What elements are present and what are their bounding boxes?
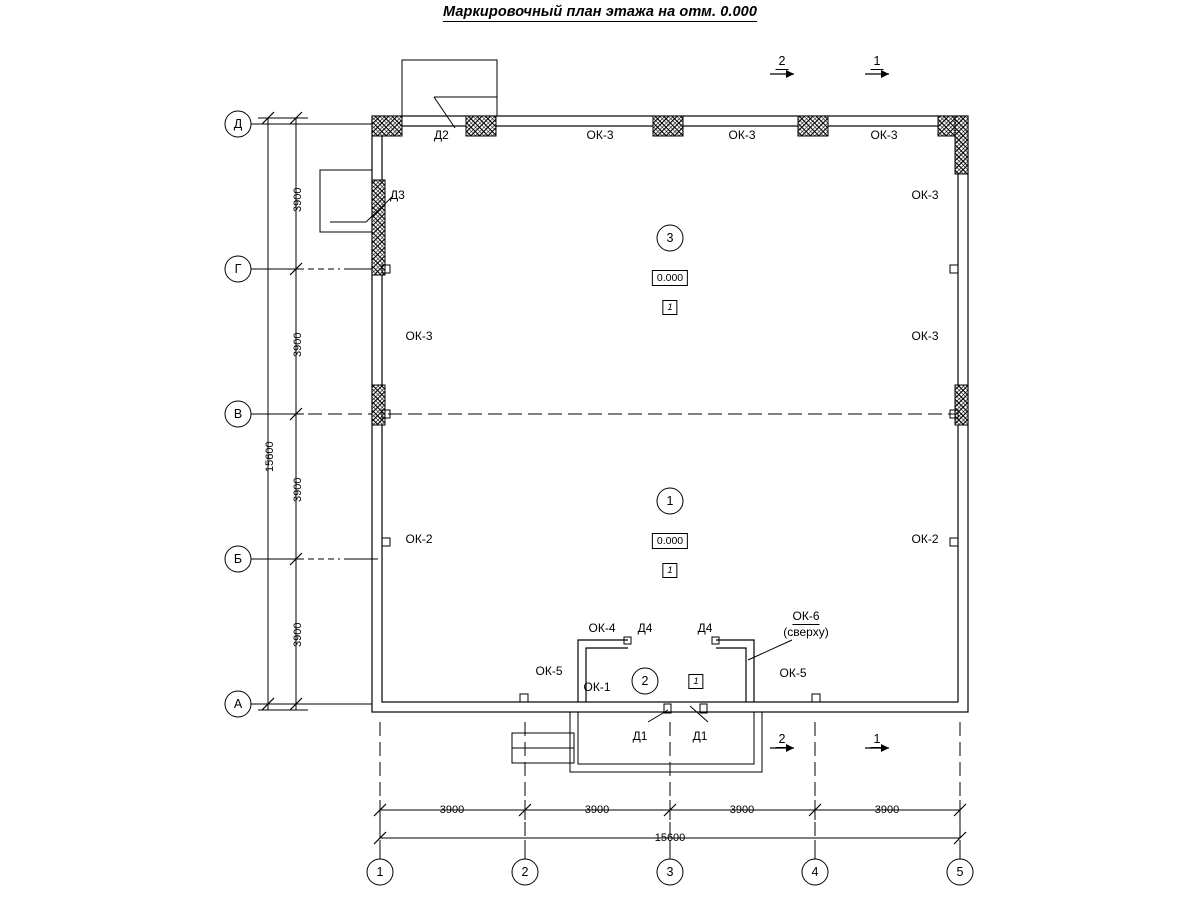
detail-flag-upper: 1 xyxy=(662,300,677,315)
opening-label-ok5-right: ОК-5 xyxy=(779,666,807,680)
dimension-horizontal-3: 3900 xyxy=(729,804,755,816)
dimension-vertical-total: 15600 xyxy=(264,441,276,472)
opening-label-ok3-top-2: ОК-3 xyxy=(728,128,756,142)
axis-label-2: 2 xyxy=(521,865,529,879)
opening-label-ok2-left: ОК-2 xyxy=(405,532,433,546)
dimension-vertical-4: 3900 xyxy=(292,622,304,647)
dimension-horizontal-total: 15600 xyxy=(654,832,686,844)
section-mark-1-top: 1 xyxy=(871,54,884,68)
opening-label-ok3-right-2: ОК-3 xyxy=(911,329,939,343)
opening-label-ok3-top-1: ОК-3 xyxy=(586,128,614,142)
opening-label-ok5-left: ОК-5 xyxy=(535,664,563,678)
dimension-vertical-1: 3900 xyxy=(292,187,304,212)
axis-label-b: Б xyxy=(233,552,243,566)
axis-label-5: 5 xyxy=(956,865,964,879)
opening-label-d3: Д3 xyxy=(390,188,405,202)
axis-label-3: 3 xyxy=(666,865,674,879)
axis-label-1: 1 xyxy=(376,865,384,879)
axis-label-a: А xyxy=(233,697,243,711)
node-marker-3: 3 xyxy=(666,231,674,245)
opening-label-ok4: ОК-4 xyxy=(588,621,616,635)
axis-label-g: Г xyxy=(234,262,242,276)
section-mark-2-top: 2 xyxy=(776,54,789,68)
opening-label-ok3-left: ОК-3 xyxy=(405,329,433,343)
dimension-horizontal-2: 3900 xyxy=(584,804,610,816)
opening-label-d1-left: Д1 xyxy=(632,729,648,743)
opening-label-ok3-right-1: ОК-3 xyxy=(911,188,939,202)
opening-label-d4-left: Д4 xyxy=(637,621,653,635)
axis-label-v: В xyxy=(233,407,243,421)
node-marker-2: 2 xyxy=(641,674,649,688)
opening-label-ok1: ОК-1 xyxy=(583,680,611,694)
page-title: Маркировочный план этажа на отм. 0.000 xyxy=(442,4,758,20)
detail-flag-lobby: 1 xyxy=(688,674,703,689)
opening-label-ok6: ОК-6 xyxy=(792,609,820,623)
dimension-horizontal-1: 3900 xyxy=(439,804,465,816)
axis-label-d: Д xyxy=(233,117,243,131)
axis-label-4: 4 xyxy=(811,865,819,879)
dimension-horizontal-4: 3900 xyxy=(874,804,900,816)
opening-label-ok2-right: ОК-2 xyxy=(911,532,939,546)
section-mark-1-bottom: 1 xyxy=(871,732,884,746)
detail-flag-lower: 1 xyxy=(662,563,677,578)
dimension-vertical-2: 3900 xyxy=(292,332,304,357)
opening-label-d2: Д2 xyxy=(434,128,449,142)
elevation-mark-lower: 0.000 xyxy=(652,533,688,549)
dimension-vertical-3: 3900 xyxy=(292,477,304,502)
elevation-mark-upper: 0.000 xyxy=(652,270,688,286)
opening-label-d4-right: Д4 xyxy=(697,621,713,635)
opening-label-ok6-note: (сверху) xyxy=(783,625,829,639)
opening-label-ok3-top-3: ОК-3 xyxy=(870,128,898,142)
section-mark-2-bottom: 2 xyxy=(776,732,789,746)
node-marker-1: 1 xyxy=(666,494,674,508)
opening-label-d1-right: Д1 xyxy=(692,729,708,743)
